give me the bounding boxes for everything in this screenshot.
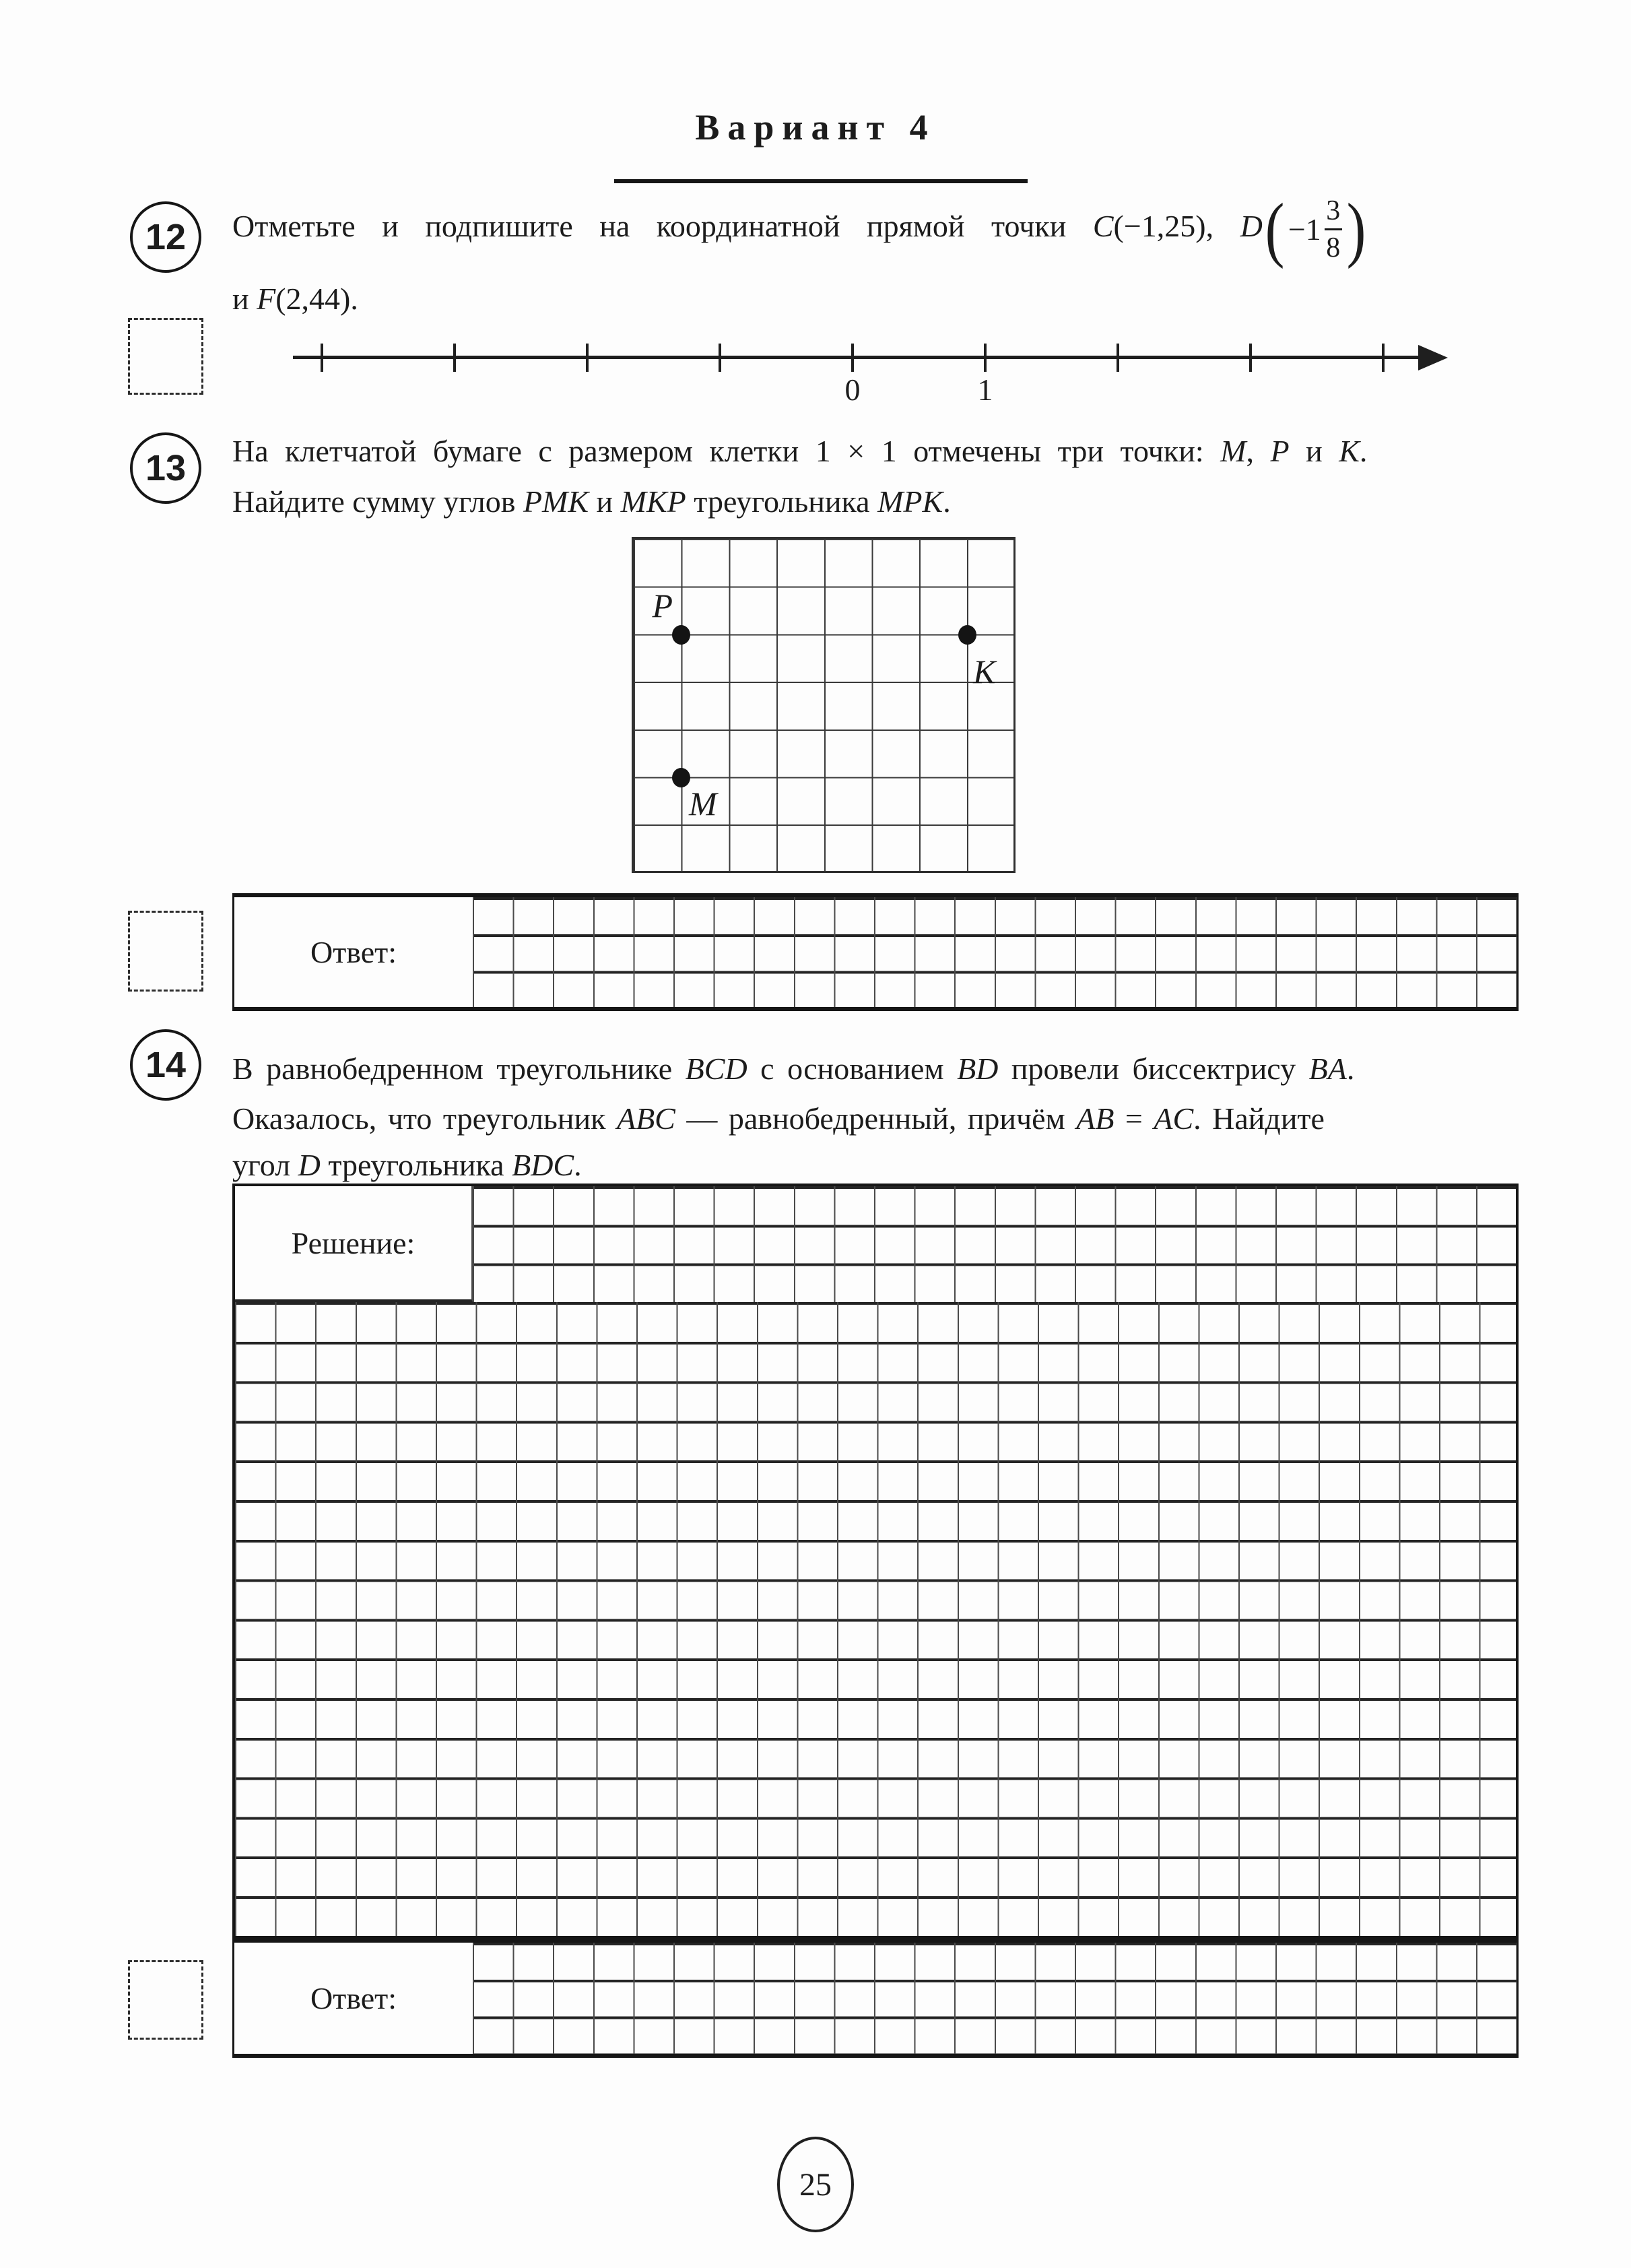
point-m-dot (672, 768, 690, 787)
title-underline (614, 179, 1028, 183)
number-line-tick (984, 344, 987, 372)
answer-box-14 (232, 1939, 1519, 2058)
var-bdc: BDC (512, 1148, 574, 1182)
text-segment: . (1346, 1051, 1355, 1086)
text-segment: Отметьте и подпишите на координатной прямой точки (232, 209, 1067, 243)
var-c: C (1092, 209, 1114, 243)
var-k: K (1339, 434, 1360, 468)
problem-14-statement-line-1 (232, 1047, 1519, 1091)
solution-box (232, 1184, 1519, 1939)
var-bd: BD (957, 1051, 999, 1086)
d-coordinate-fraction (1263, 189, 1368, 269)
var-mkp: MKP (620, 484, 686, 519)
page-number: 25 (799, 2166, 832, 2203)
number-line-tick (851, 344, 854, 372)
text-segment: . (1359, 434, 1368, 468)
text-segment: (−1,25), (1113, 209, 1214, 243)
var-ac: AC (1154, 1101, 1194, 1136)
fraction-denominator: 8 (1326, 232, 1341, 263)
point-k-dot (958, 625, 976, 645)
var-d: D (1240, 209, 1263, 243)
fraction-bar (1325, 228, 1342, 230)
var-ba: BA (1308, 1051, 1347, 1086)
text-segment: угол (232, 1148, 291, 1182)
text-segment: , (1246, 434, 1254, 468)
page-number-badge (777, 2137, 854, 2232)
answer-cell-grid (473, 1943, 1517, 2054)
problem-12-statement-line-1 (232, 189, 1519, 269)
text-segment: = (1125, 1101, 1143, 1136)
number-line-tick (453, 344, 456, 372)
text-segment: Найдите сумму углов (232, 484, 516, 519)
text-segment: треугольника (328, 1148, 504, 1182)
text-segment: В равнобедренном треугольнике (232, 1051, 673, 1086)
problem-13-number-circle (130, 432, 201, 504)
var-ab: AB (1076, 1101, 1114, 1136)
page-title: Вариант 4 (695, 107, 936, 148)
fraction-stack (1325, 197, 1342, 262)
var-d: D (298, 1148, 321, 1182)
number-line-tick (1117, 344, 1119, 372)
problem-14-statement-line-2 (232, 1097, 1519, 1140)
point-p-label: P (652, 587, 673, 624)
text-segment: провели биссектрису (1011, 1051, 1296, 1086)
text-segment: треугольника (694, 484, 870, 519)
problem-12-statement-line-2 (232, 278, 1519, 321)
text-segment: На клетчатой бумаге с размером клетки 1 × 1 отмечены три точки: (232, 434, 1204, 468)
close-paren: ) (1346, 189, 1366, 269)
solution-cell-grid-top (473, 1186, 1516, 1302)
margin-check-box (128, 318, 203, 395)
open-paren: ( (1265, 189, 1285, 269)
solution-label: Решение: (235, 1186, 473, 1302)
answer-label: Ответ: (234, 1943, 473, 2054)
text-segment: и (232, 282, 249, 316)
var-m: M (1220, 434, 1246, 468)
var-bcd: BCD (685, 1051, 747, 1086)
text-segment: с основанием (760, 1051, 944, 1086)
number-line-label-one: 1 (977, 372, 993, 407)
point-k-label: K (973, 653, 996, 690)
text-segment: и (1306, 434, 1323, 468)
point-p-dot (672, 625, 690, 645)
text-segment: . Найдите (1193, 1101, 1325, 1136)
problem-14-statement-line-3 (232, 1147, 1519, 1184)
text-segment: — равнобедренный, причём (686, 1101, 1065, 1136)
var-p: P (1270, 434, 1290, 468)
var-abc: ABC (616, 1101, 675, 1136)
problem-13-statement-line-1 (232, 430, 1519, 473)
text-segment: . (943, 484, 951, 519)
fraction-numerator: 3 (1326, 195, 1341, 226)
text-segment: и (596, 484, 613, 519)
answer-box-13 (232, 893, 1519, 1011)
solution-cell-grid-main (235, 1302, 1516, 1936)
number-line-tick (1249, 344, 1252, 372)
fraction-integer-part: −1 (1288, 212, 1321, 247)
answer-cell-grid (473, 897, 1517, 1007)
text-segment: Оказалось, что треугольник (232, 1101, 606, 1136)
text-segment: . (574, 1148, 582, 1182)
margin-check-box (128, 911, 203, 992)
number-line-tick (719, 344, 721, 372)
point-m-label: M (689, 785, 717, 822)
margin-check-box (128, 1960, 203, 2040)
number-line-label-zero: 0 (844, 372, 861, 407)
var-f: F (257, 282, 276, 316)
problem-14-number: 14 (145, 1045, 187, 1085)
answer-label: Ответ: (234, 897, 473, 1007)
var-pmk: PMK (523, 484, 589, 519)
number-line-tick (1382, 344, 1385, 372)
number-line-arrowhead (1418, 345, 1448, 370)
number-line-tick (586, 344, 589, 372)
problem-13-statement-line-2 (232, 480, 1519, 523)
grid-figure (632, 537, 1016, 873)
number-line-tick (321, 344, 323, 372)
problem-13-number: 13 (145, 448, 187, 488)
problem-14-number-circle (130, 1029, 201, 1101)
text-segment: (2,44). (275, 282, 358, 316)
problem-12-number: 12 (145, 217, 187, 257)
problem-12-number-circle (130, 201, 201, 273)
var-mpk: MPK (877, 484, 943, 519)
